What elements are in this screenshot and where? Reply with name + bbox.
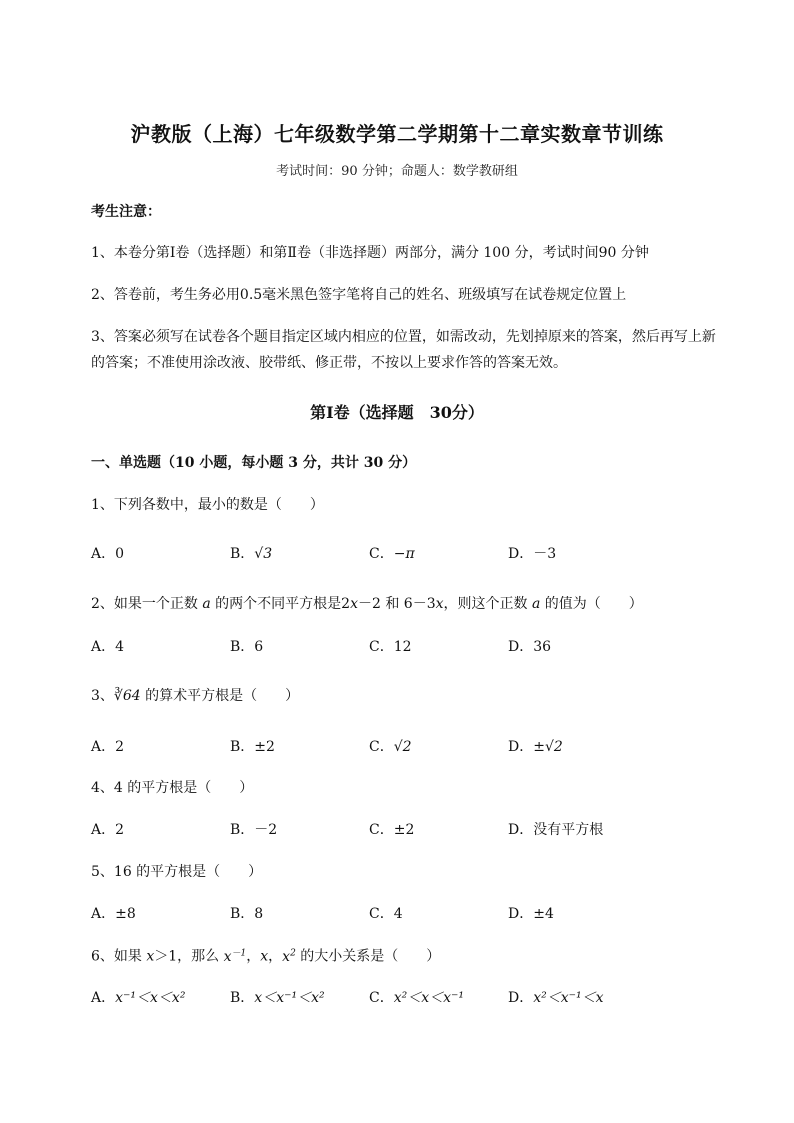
q6-option-b: B．x＜x⁻¹＜x² — [230, 990, 325, 1006]
question-3-stem: 3、∛64 的算术平方根是（ ） — [91, 688, 300, 704]
q1-option-a: A．0 — [91, 546, 125, 562]
q1-option-b: B．√3 — [230, 546, 273, 562]
part-title: 一、单选题（10 小题，每小题 3 分，共计 30 分） — [91, 455, 417, 471]
question-2-stem: 2、如果一个正数 a 的两个不同平方根是2x－2 和 6－3x，则这个正数 a 的值为（ ） — [91, 596, 643, 612]
q1-option-d: D．－3 — [508, 546, 557, 562]
q6-option-c: C．x²＜x＜x⁻¹ — [369, 990, 465, 1006]
question-6-stem: 6、如果 x＞1，那么 $x^{-1}$，x，$x^2$ 的大小关系是（ ） — [91, 948, 441, 965]
q2-option-b: B．6 — [230, 639, 264, 655]
notice-item-2: 2、答卷前，考生务必用0.5毫米黑色签字笔将自己的姓名、班级填写在试卷规定位置上 — [91, 287, 627, 303]
q4-option-b: B．－2 — [230, 822, 278, 838]
q4-option-a: A．2 — [91, 822, 125, 838]
page-title: 沪教版（上海）七年级数学第二学期第十二章实数章节训练 — [130, 122, 664, 146]
q3-option-a: A．2 — [91, 739, 125, 755]
question-5-stem: 5、16 的平方根是（ ） — [91, 864, 263, 880]
notice-item-3-cont: 的答案；不准使用涂改液、胶带纸、修正带，不按以上要求作答的答案无效。 — [91, 355, 567, 371]
cube-root-expression: ∛64 — [113, 688, 141, 704]
q3-option-c: C．√2 — [369, 739, 412, 755]
q4-option-c: C．±2 — [369, 822, 415, 838]
q1-option-c: C．−π — [369, 546, 415, 562]
q6-option-d: D．x²＜x⁻¹＜x — [508, 990, 604, 1006]
q5-option-a: A．±8 — [91, 906, 136, 922]
notice-heading: 考生注意： — [91, 204, 161, 220]
notice-item-3: 3、答案必须写在试卷各个题目指定区域内相应的位置，如需改动，先划掉原来的答案，然后再写上新 — [91, 329, 716, 345]
notice-item-1: 1、本卷分第Ⅰ卷（选择题）和第Ⅱ卷（非选择题）两部分，满分 100 分，考试时间90 分钟 — [91, 245, 649, 261]
question-4-stem: 4、4 的平方根是（ ） — [91, 780, 254, 796]
q5-option-c: C．4 — [369, 906, 403, 922]
exam-info: 考试时间：90 分钟；命题人：数学教研组 — [276, 164, 518, 179]
q5-option-d: D．±4 — [508, 906, 554, 922]
section-title: 第Ⅰ卷（选择题 30分） — [310, 403, 484, 422]
q3-option-b: B．±2 — [230, 739, 275, 755]
q2-option-d: D．36 — [508, 639, 552, 655]
q2-option-a: A．4 — [91, 639, 125, 655]
q6-option-a: A．x⁻¹＜x＜x² — [91, 990, 186, 1006]
q4-option-d: D．没有平方根 — [508, 822, 604, 838]
q5-option-b: B．8 — [230, 906, 264, 922]
q2-option-c: C．12 — [369, 639, 412, 655]
question-1-stem: 1、下列各数中，最小的数是（ ） — [91, 497, 324, 513]
q3-option-d: D．±√2 — [508, 739, 563, 755]
